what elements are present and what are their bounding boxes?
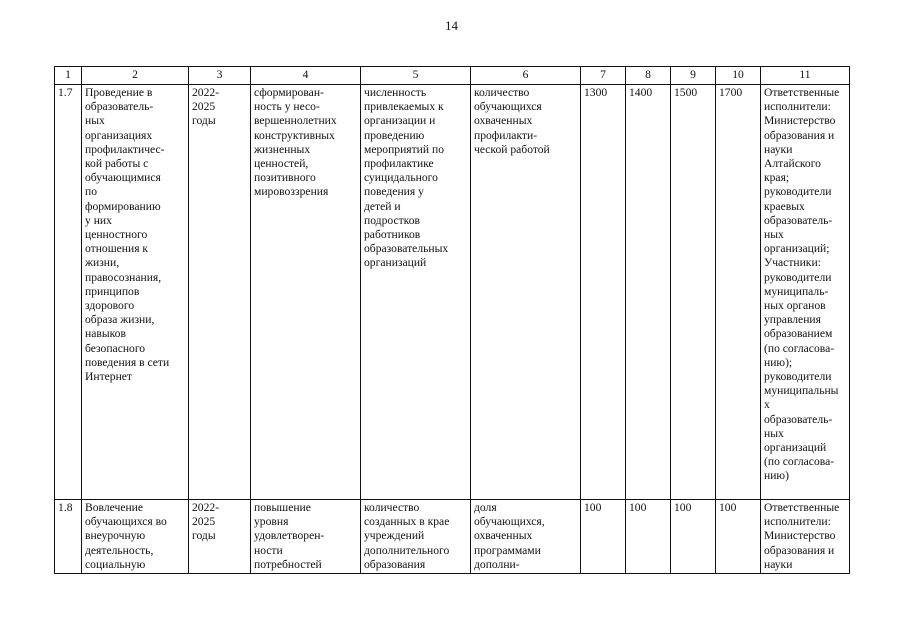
col-header-10: 10: [716, 67, 761, 85]
value-cell-7: 100: [581, 500, 626, 574]
header-row: [55, 67, 850, 85]
table-row: [55, 85, 850, 500]
measure-cell: Проведение в образователь- ных организациях профилактичес- кой работы с обучающимися по формированию у них ценностного отношения к жизни, правосознания, принципов здорового образа жизни, навыков безопасного поведения в сети Интернет: [82, 85, 189, 500]
responsible-cell: Ответственные исполнители: Министерство образования и науки Алтайского края; руководители краевых образователь- ных организаций; Участники: руководители муниципаль- ных органов управления образованием (по согласова- нию); руководители муниципальны х образователь- ных организаций (по согласова- нию): [761, 85, 850, 500]
value-cell-8: 100: [626, 500, 671, 574]
row-number-cell: 1.8: [55, 500, 82, 574]
indicator2-cell: количество обучающихся охваченных профилакти- ческой работой: [471, 85, 581, 500]
indicator-cell: численность привлекаемых к организации и проведению мероприятий по профилактике суицидального поведения у детей и подростков работников образовательных организаций: [361, 85, 471, 500]
measure-cell: Вовлечение обучающихся во внеурочную деятельность, социальную: [82, 500, 189, 574]
value-cell-8: 1400: [626, 85, 671, 500]
col-header-9: 9: [671, 67, 716, 85]
period-cell: 2022- 2025 годы: [189, 85, 251, 500]
col-header-6: 6: [471, 67, 581, 85]
col-header-7: 7: [581, 67, 626, 85]
col-header-2: 2: [82, 67, 189, 85]
value-cell-9: 1500: [671, 85, 716, 500]
col-header-5: 5: [361, 67, 471, 85]
measures-table: [54, 66, 850, 574]
value-cell-7: 1300: [581, 85, 626, 500]
value-cell-10: 1700: [716, 85, 761, 500]
responsible-cell: Ответственные исполнители: Министерство образования и науки: [761, 500, 850, 574]
col-header-11: 11: [761, 67, 850, 85]
row-number-cell: 1.7: [55, 85, 82, 500]
col-header-1: 1: [55, 67, 82, 85]
table-row: [55, 500, 850, 574]
col-header-4: 4: [251, 67, 361, 85]
value-cell-9: 100: [671, 500, 716, 574]
col-header-8: 8: [626, 67, 671, 85]
period-cell: 2022- 2025 годы: [189, 500, 251, 574]
page-number: 14: [445, 18, 458, 33]
result-cell: повышение уровня удовлетворен- ности потребностей: [251, 500, 361, 574]
indicator2-cell: доля обучающихся, охваченных программами дополни-: [471, 500, 581, 574]
col-header-3: 3: [189, 67, 251, 85]
result-cell: сформирован- ность у несо- вершеннолетних конструктивных жизненных ценностей, позитивного мировоззрения: [251, 85, 361, 500]
value-cell-10: 100: [716, 500, 761, 574]
indicator-cell: количество созданных в крае учреждений дополнительного образования: [361, 500, 471, 574]
